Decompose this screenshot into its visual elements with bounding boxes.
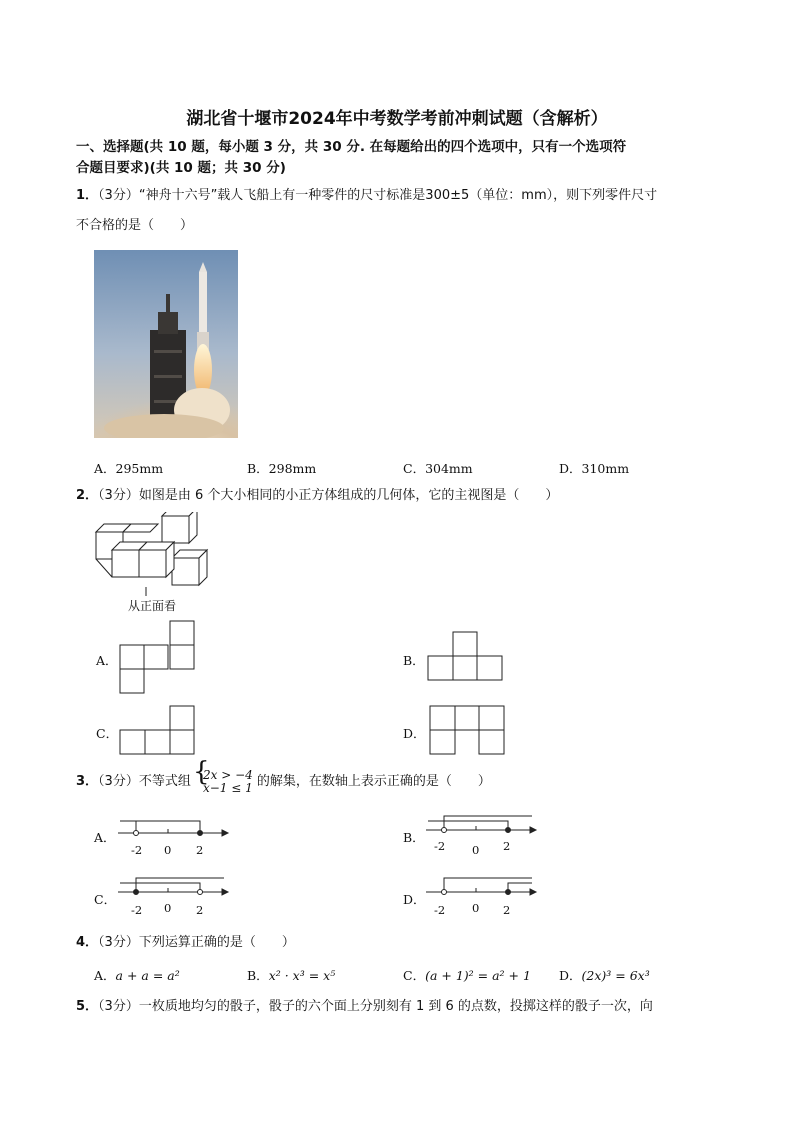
figure-caption: 从正面看: [128, 599, 177, 613]
q2-option-c-figure: [119, 705, 197, 757]
q3-option-d[interactable]: D．: [403, 892, 426, 907]
question-4: [76, 928, 726, 958]
q3-option-d-numberline: [426, 874, 538, 900]
cube-solid-figure: [92, 512, 210, 592]
q2-option-d-figure: [429, 705, 507, 757]
inequality-system: [195, 769, 253, 795]
question-score: （3分）: [98, 188, 139, 203]
q3-option-b-numberline: [426, 812, 538, 838]
inequality-2: x−1 ≤ 1: [202, 780, 253, 795]
section-heading-line1: 一、选择题(共 10 题，每小题 3 分，共 30 分. 在每题给出的四个选项中，只有一个选项符: [76, 139, 627, 155]
tick-label: 2: [503, 839, 511, 853]
option-expression: a + a = a²: [115, 968, 180, 983]
question-1: [76, 181, 726, 241]
question-number: 1．: [76, 188, 99, 203]
question-number: 4．: [76, 935, 99, 950]
question-text-cont: 的解集，在数轴上表示正确的是（ ）: [256, 774, 491, 789]
tick-label: -2: [434, 839, 446, 853]
q1-option-d[interactable]: D．310mm: [559, 461, 630, 476]
option-label: B．: [247, 968, 269, 983]
question-5: [76, 992, 736, 1022]
q1-option-a[interactable]: A．295mm: [94, 461, 164, 476]
question-number: 2．: [76, 488, 99, 503]
q4-option-c[interactable]: [403, 966, 531, 984]
page-title: 湖北省十堰市2024年中考数学考前冲刺试题（含解析）: [186, 109, 608, 129]
tick-label: 2: [196, 843, 204, 857]
q2-option-a[interactable]: A．: [96, 653, 118, 668]
question-3: [76, 767, 726, 797]
tick-label: 2: [503, 903, 511, 917]
q2-option-b[interactable]: B．: [403, 653, 425, 668]
q2-option-d[interactable]: D．: [403, 726, 426, 741]
q4-option-d[interactable]: [559, 966, 650, 984]
q4-option-b[interactable]: [247, 966, 335, 984]
option-expression: (2x)³ = 6x³: [581, 968, 650, 983]
q3-option-b[interactable]: B．: [403, 830, 425, 845]
question-2: [76, 481, 726, 511]
q3-option-a[interactable]: A．: [94, 830, 116, 845]
rocket-launch-photo: [94, 250, 238, 438]
tick-label: -2: [131, 903, 143, 917]
q2-option-a-figure: [119, 620, 197, 694]
q3-option-c-numberline: [118, 874, 230, 900]
question-score: （3分）: [98, 935, 139, 950]
question-score: （3分）: [98, 999, 139, 1014]
q1-option-b[interactable]: B．298mm: [247, 461, 317, 476]
question-score: （3分）: [98, 774, 139, 789]
question-text: 一枚质地均匀的骰子，骰子的六个面上分别刻有 1 到 6 的点数，投掷这样的骰子一次，向: [138, 999, 653, 1014]
tick-label: 0: [472, 901, 480, 915]
q3-option-a-numberline: [118, 815, 230, 841]
tick-label: -2: [434, 903, 446, 917]
question-number: 3．: [76, 774, 99, 789]
question-text: “神舟十六号”载人飞船上有一种零件的尺寸标准是300±5（单位：mm），则下列零件尺寸: [138, 188, 658, 203]
tick-label: 0: [164, 901, 172, 915]
option-expression: x² · x³ = x⁵: [268, 968, 336, 983]
option-expression: (a + 1)² = a² + 1: [425, 968, 531, 983]
q2-option-c[interactable]: C．: [96, 726, 119, 741]
question-number: 5．: [76, 999, 99, 1014]
question-text: 下列运算正确的是（ ）: [138, 935, 295, 950]
section-heading: [76, 137, 736, 179]
tick-label: 2: [196, 903, 204, 917]
question-text: 不等式组: [138, 774, 191, 789]
question-text: 如图是由 6 个大小相同的小正方体组成的几何体，它的主视图是（ ）: [138, 488, 559, 503]
q1-option-c[interactable]: C．304mm: [403, 461, 473, 476]
tick-label: 0: [164, 843, 172, 857]
tick-label: -2: [131, 843, 143, 857]
inequality-1: { 2x > −4: [202, 767, 253, 782]
view-arrow-icon: [140, 587, 152, 597]
question-text-cont: 不合格的是（ ）: [76, 218, 194, 233]
q2-option-b-figure: [427, 631, 505, 683]
option-label: D．: [559, 968, 582, 983]
question-score: （3分）: [98, 488, 139, 503]
q4-option-a[interactable]: [94, 966, 180, 984]
tick-label: 0: [472, 843, 480, 857]
option-label: A．: [94, 968, 116, 983]
option-label: C．: [403, 968, 426, 983]
section-heading-line2: 合题目要求)(共 10 题；共 30 分): [76, 160, 286, 176]
q3-option-c[interactable]: C．: [94, 892, 117, 907]
